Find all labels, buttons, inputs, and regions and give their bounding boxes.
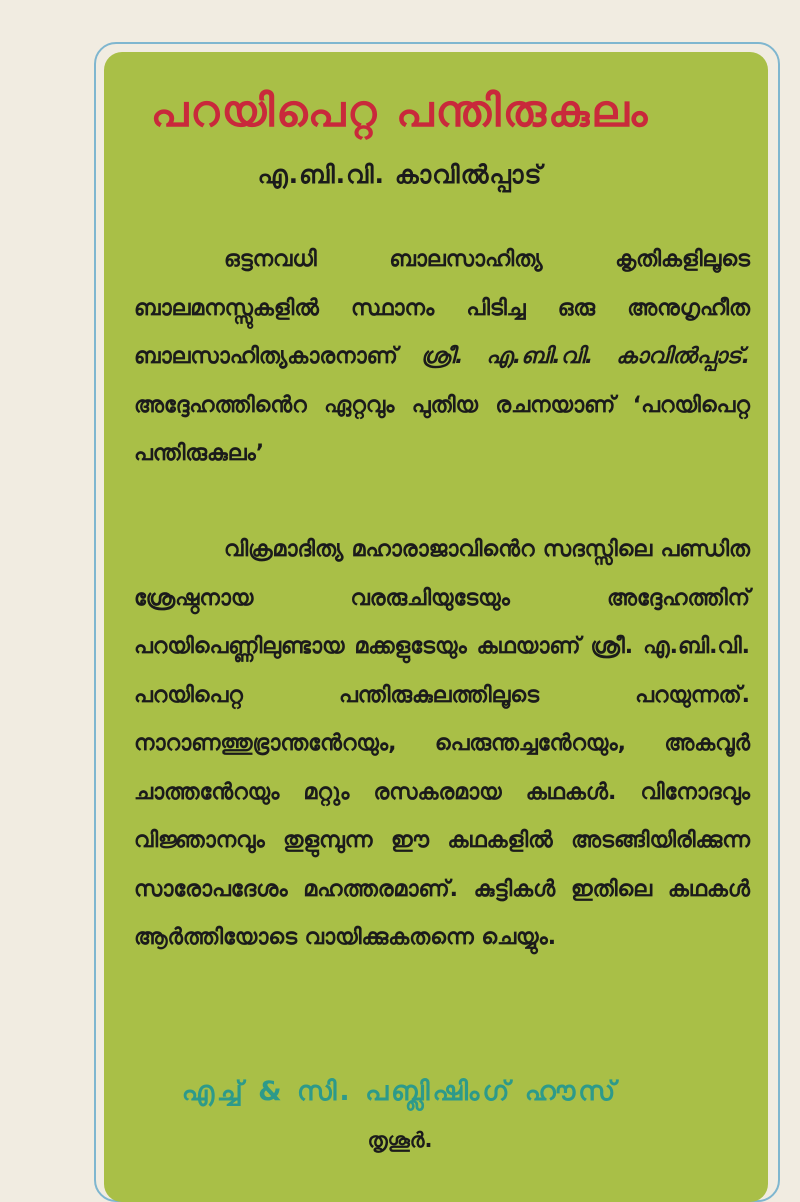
description-paragraph-1 — [134, 236, 750, 479]
description-tail: അദ്ദേഹത്തിൻെറ ഏറ്റവും പുതിയ രചനയാണ് ‘പറയിപെറ്റ പന്തിരുകുലം’ — [134, 392, 750, 466]
publisher-name: എച്ച് & സി. പബ്ലിഷിംഗ് ഹൗസ് — [181, 1076, 619, 1107]
author-name-italic: ശ്രീ. എ.ബി.വി. കാവിൽപ്പാട്. — [420, 344, 750, 369]
book-title: പറയിപെറ്റ പന്തിരുകുലം — [150, 86, 650, 137]
description-lead: ഒട്ടനവധി ബാലസാഹിത്യ കൃതികളിലൂടെ ബാലമനസ്സുകളിൽ സ്ഥാനം പിടിച്ച ഒരു അനുഗൃഹീത ബാലസാഹിത്യകാരനാണ് — [134, 247, 750, 369]
publisher-place: തൃശൂർ. — [367, 1128, 433, 1152]
description-paragraph-2: വിക്രമാദിത്യ മഹാരാജാവിൻെറ സദസ്സിലെ പണ്ഡിത ശ്രേഷ്ഠനായ വരരുചിയുടേയും അദ്ദേഹത്തിന് പറയിപെണ്ണിലുണ്ടായ മക്കളുടേയും കഥയാണ് ശ്രീ. എ.ബി.വി. പറയിപെറ്റ പന്തിരുകുലത്തിലൂടെ പറയുന്നത്. നാറാണത്തുഭ്രാന്തൻേറയും, പെരുന്തച്ചൻേറയും, അകവൂർ ചാത്തൻേറയും മറ്റും രസകരമായ കഥകൾ. വിനോദവും വിജ്ഞാനവും തുളുമ്പുന്ന ഈ കഥകളിൽ അടങ്ങിയിരിക്കുന്ന സാരോപദേശം മഹത്തരമാണ്. കുട്ടികൾ ഇതിലെ കഥകൾ ആർത്തിയോടെ വായിക്കുകതന്നെ ചെയ്യും. — [134, 537, 750, 950]
book-author: എ.ബി.വി. കാവിൽപ്പാട് — [257, 160, 543, 189]
